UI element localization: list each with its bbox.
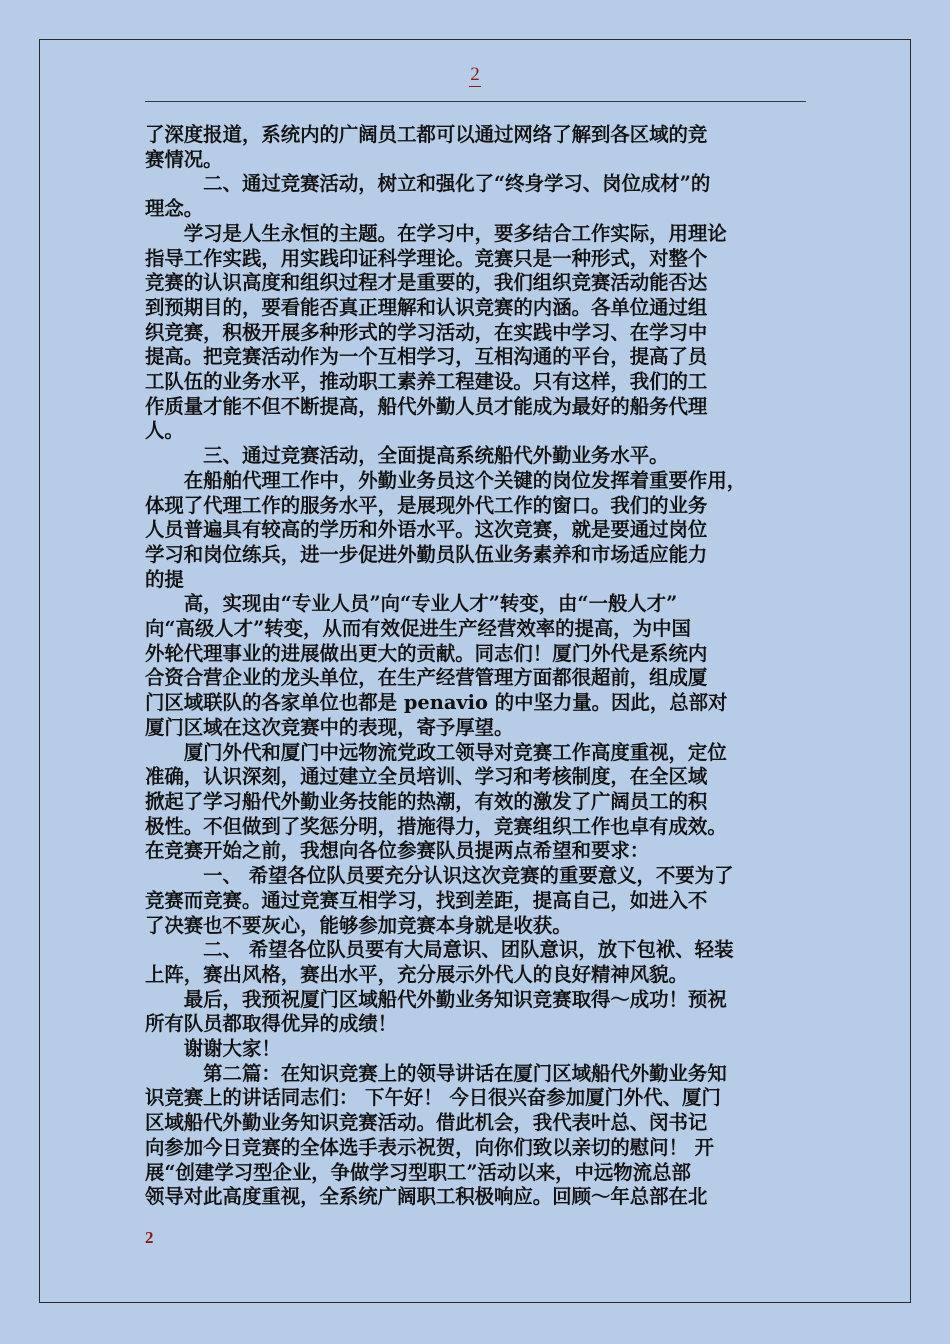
text-line: 合资合营企业的龙头单位，在生产经营管理方面都很超前，组成厦 (145, 666, 708, 690)
text-line: 高，实现由“专业人员”向“专业人才”转变，由“一般人才” (145, 592, 678, 616)
header-page-number-text: 2 (470, 64, 480, 85)
text-line: 极性。不但做到了奖惩分明，措施得力，竞赛组织工作也卓有成效。 (145, 814, 727, 838)
header-page-number (0, 64, 950, 86)
text-line: 的提 (145, 567, 184, 591)
text-line: 二、 希望各位队员要有大局意识、团队意识，放下包袱、轻装 (145, 938, 734, 962)
text-line: 指导工作实践，用实践印证科学理论。竞赛只是一种形式，对整个 (145, 246, 708, 270)
footer-page-number: 2 (145, 1228, 154, 1247)
text-line: 人。 (145, 419, 184, 443)
text-line: 竞赛的认识高度和组织过程才是重要的，我们组织竞赛活动能否达 (145, 271, 708, 295)
text-line: 厦门外代和厦门中远物流党政工领导对竞赛工作高度重视，定位 (145, 740, 727, 764)
text-line: 掀起了学习船代外勤业务技能的热潮，有效的激发了广阔员工的积 (145, 789, 708, 813)
text-line: 学习和岗位练兵，进一步促进外勤员队伍业务素养和市场适应能力 (145, 542, 708, 566)
text-line: 作质量才能不但不断提高，船代外勤人员才能成为最好的船务代理 (145, 394, 708, 418)
body-text (145, 123, 825, 1210)
text-line: 体现了代理工作的服务水平，是展现外代工作的窗口。我们的业务 (145, 493, 708, 517)
text-line: 在船舶代理工作中，外勤业务员这个关键的岗位发挥着重要作用， (145, 468, 747, 492)
text-line: 学习是人生永恒的主题。在学习中，要多结合工作实际，用理论 (145, 221, 727, 245)
text-line: 在竞赛开始之前，我想向各位参赛队员提两点希望和要求： (145, 839, 650, 863)
text-line: 人员普遍具有较高的学历和外语水平。这次竞赛，就是要通过岗位 (145, 518, 708, 542)
text-line: 谢谢大家！ (145, 1037, 281, 1061)
header-rule (145, 101, 806, 102)
text-line: 向“高级人才”转变，从而有效促进生产经营效率的提高，为中国 (145, 617, 691, 641)
text-line: 到预期目的，要看能否真正理解和认识竞赛的内涵。各单位通过组 (145, 295, 708, 319)
text-line: 外轮代理事业的进展做出更大的贡献。同志们！厦门外代是系统内 (145, 641, 708, 665)
text-line: 准确，认识深刻，通过建立全员培训、学习和考核制度，在全区域 (145, 765, 708, 789)
text-line: 了决赛也不要灰心，能够参加竞赛本身就是收获。 (145, 913, 572, 937)
text-line: 上阵，赛出风格，赛出水平，充分展示外代人的良好精神风貌。 (145, 962, 688, 986)
text-line: 织竞赛，积极开展多种形式的学习活动，在实践中学习、在学习中 (145, 320, 708, 344)
text-line: 展“创建学习型企业，争做学习型职工”活动以来，中远物流总部 (145, 1160, 691, 1184)
text-line: 工队伍的业务水平，推动职工素养工程建设。只有这样，我们的工 (145, 370, 708, 394)
text-line: 一、 希望各位队员要充分认识这次竞赛的重要意义，不要为了 (145, 864, 734, 888)
text-line: 赛情况。 (145, 147, 223, 171)
text-line: 三、通过竞赛活动，全面提高系统船代外勤业务水平。 (145, 444, 669, 468)
text-line: 领导对此高度重视，全系统广阔职工积极响应。回顾～年总部在北 (145, 1185, 708, 1209)
text-line: 识竞赛上的讲话同志们： 下午好！ 今日很兴奋参加厦门外代、厦门 (145, 1086, 721, 1110)
text-line: 厦门区域在这次竞赛中的表现，寄予厚望。 (145, 715, 514, 739)
text-line: 二、通过竞赛活动，树立和强化了“终身学习、岗位成材”的 (145, 172, 711, 196)
text-line: 最后，我预祝厦门区域船代外勤业务知识竞赛取得～成功！预祝 (145, 987, 727, 1011)
text-line: 第二篇：在知识竞赛上的领导讲话在厦门区域船代外勤业务知 (145, 1061, 727, 1085)
text-line: 了深度报道，系统内的广阔员工都可以通过网络了解到各区域的竞 (145, 123, 708, 146)
text-line: 竞赛而竞赛。通过竞赛互相学习，找到差距，提高自己，如进入不 (145, 888, 708, 912)
text-line: 向参加今日竞赛的全体选手表示祝贺，向你们致以亲切的慰问！ 开 (145, 1135, 715, 1159)
text-line: 门区域联队的各家单位也都是 penavio 的中坚力量。因此，总部对 (145, 691, 728, 715)
text-line: 理念。 (145, 197, 204, 221)
text-line: 区域船代外勤业务知识竞赛活动。借此机会，我代表叶总、闵书记 (145, 1111, 708, 1135)
text-line: 提高。把竞赛活动作为一个互相学习，互相沟通的平台，提高了员 (145, 345, 708, 369)
text-line: 所有队员都取得优异的成绩！ (145, 1012, 398, 1036)
